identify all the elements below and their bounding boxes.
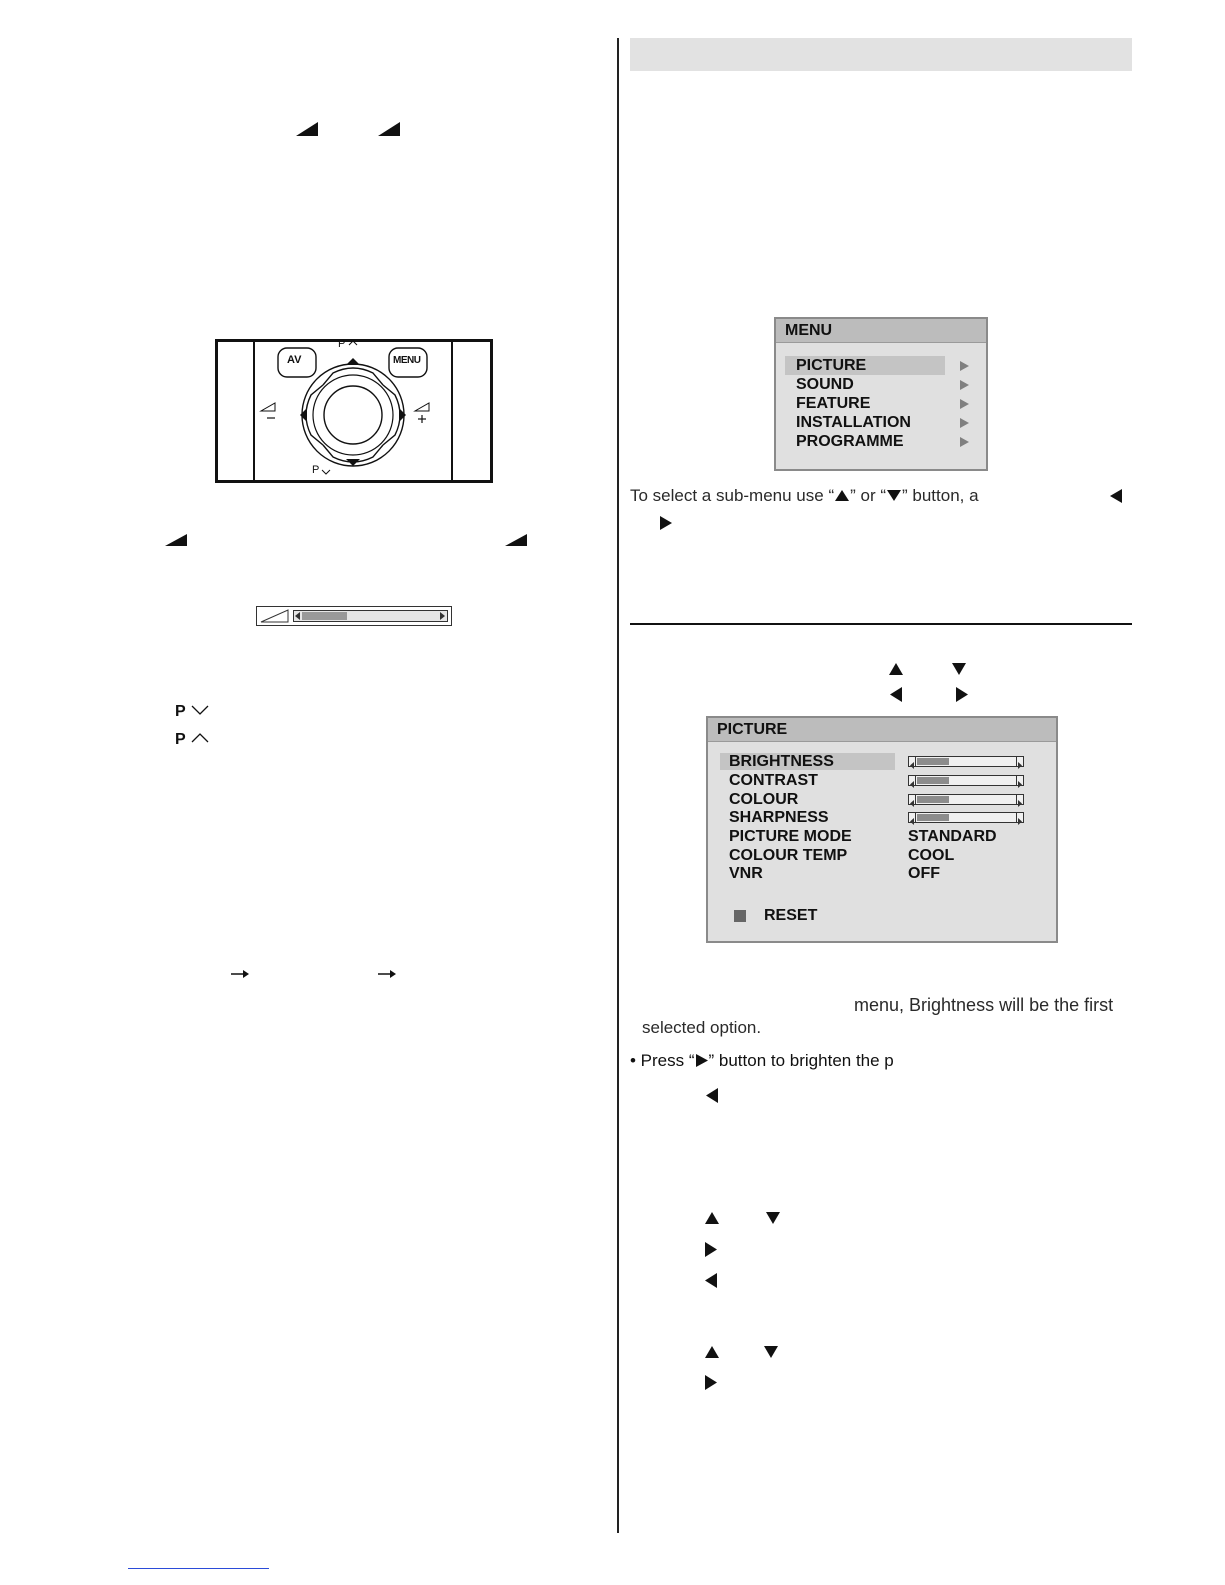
volume-down-icon [296,122,320,136]
press-instruction [630,1050,894,1072]
colour-temp-value: COOL [908,847,955,864]
sharpness-row[interactable]: SHARPNESS [729,809,829,826]
right-arrow-icon [231,969,249,979]
reset-item[interactable]: RESET [764,907,818,924]
colour-temp-row[interactable]: COLOUR TEMP [729,847,848,864]
contrast-row[interactable]: CONTRAST [729,772,818,789]
left-triangle-icon [704,1272,718,1289]
chevron-down-icon [191,704,209,716]
right-triangle-icon [704,1241,718,1258]
footer-underline [128,1568,269,1569]
instruction-text: ” button, a [902,486,979,505]
down-triangle-icon [951,662,967,676]
p-up-row [175,731,209,749]
up-triangle-icon [704,1211,720,1225]
section-rule [630,623,1132,625]
control-panel-illustration [215,339,493,483]
down-triangle-icon [765,1211,781,1225]
picture-mode-row[interactable]: PICTURE MODE [729,828,852,845]
picture-menu-osd [706,716,1058,943]
sharpness-slider[interactable] [908,812,1024,823]
submenu-arrow-icon [960,380,969,390]
sharpness-level-fill [917,814,949,821]
right-arrow-icon [378,969,396,979]
menu-item-installation[interactable]: INSTALLATION [796,414,911,431]
chevron-up-icon [191,732,209,744]
colour-slider[interactable] [908,794,1024,805]
right-triangle-icon [704,1374,718,1391]
contrast-slider[interactable] [908,775,1024,786]
brightness-row[interactable]: BRIGHTNESS [720,753,895,770]
brightness-instruction-line1: menu, Brightness will be the first [854,995,1114,1015]
up-triangle-icon [704,1345,720,1359]
p-down-label: P [312,464,320,476]
down-triangle-icon [886,489,902,502]
main-menu-osd [774,317,988,471]
instruction-text: • Press “ [630,1051,695,1070]
instruction-text: To select a sub-menu use “ [630,486,835,505]
volume-down-icon [165,534,189,546]
picture-title: PICTURE [708,718,1056,742]
section-header-bar [630,38,1132,71]
menu-item-sound[interactable]: SOUND [796,376,854,393]
volume-level-fill [302,612,347,620]
contrast-level-fill [917,777,949,784]
picture-mode-value: STANDARD [908,828,997,845]
brightness-instruction-line2: selected option. [642,1018,762,1037]
volume-icon [260,609,290,623]
p-up-text: P [175,731,186,748]
colour-row[interactable]: COLOUR [729,791,799,808]
submenu-instruction [630,485,979,507]
volume-up-icon [505,534,529,546]
up-triangle-icon [834,489,850,502]
instruction-text: ” button to brighten the p [708,1051,894,1070]
p-up-label: P [338,338,346,350]
menu-item-feature[interactable]: FEATURE [796,395,871,412]
left-triangle-icon [1109,488,1123,504]
submenu-arrow-icon [960,399,969,409]
submenu-arrow-icon [960,361,969,371]
menu-button[interactable]: MENU [393,355,421,366]
up-triangle-icon [888,662,904,676]
p-down-text: P [175,703,186,720]
p-down-row [175,703,209,721]
left-triangle-icon [705,1087,719,1104]
column-divider [617,38,619,1533]
submenu-arrow-icon [960,437,969,447]
right-triangle-icon [695,1053,709,1068]
volume-slider[interactable] [256,606,452,626]
brightness-slider[interactable] [908,756,1024,767]
colour-level-fill [917,796,949,803]
menu-item-picture[interactable]: PICTURE [785,356,945,375]
down-triangle-icon [763,1345,779,1359]
menu-title: MENU [776,319,986,343]
submenu-arrow-icon [960,418,969,428]
vnr-value: OFF [908,865,940,882]
brightness-level-fill [917,758,949,765]
volume-track [293,610,448,622]
volume-up-icon [378,122,402,136]
right-triangle-icon [659,515,673,531]
instruction-text: ” or “ [850,486,886,505]
vnr-row[interactable]: VNR [729,865,763,882]
left-triangle-icon [889,686,903,703]
reset-square-icon [734,910,746,922]
av-button[interactable]: AV [287,354,302,366]
right-triangle-icon [955,686,969,703]
menu-item-programme[interactable]: PROGRAMME [796,433,904,450]
